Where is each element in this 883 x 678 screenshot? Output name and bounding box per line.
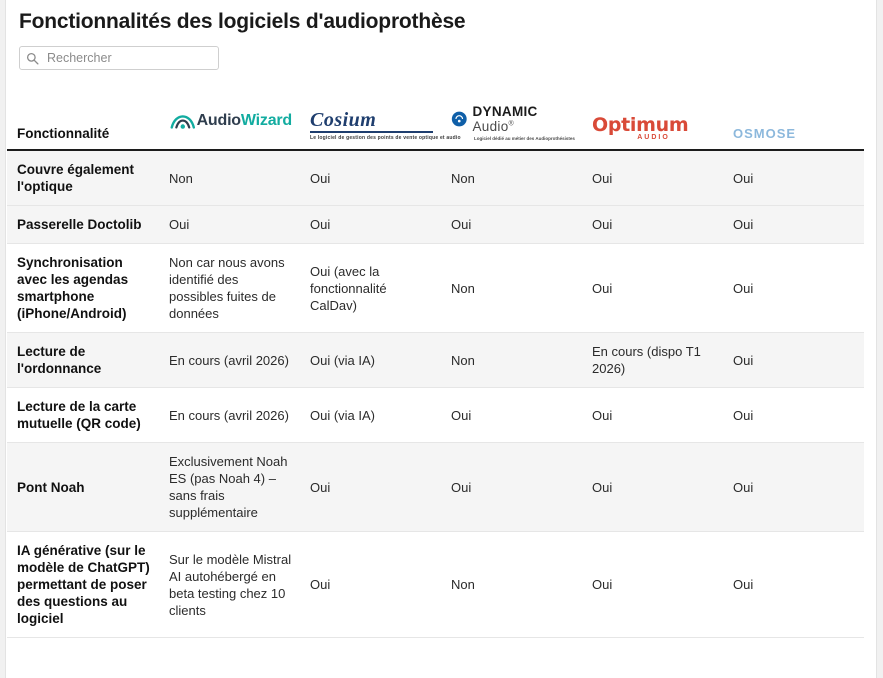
cell-cosium: Oui [300,443,441,532]
cell-optimum: Oui [582,150,723,206]
cell-audiowizard: En cours (avril 2026) [159,388,300,443]
search-input[interactable] [45,50,212,66]
features-comparison-table [7,88,864,638]
cosium-logo [310,109,461,141]
column-header-optimum [582,88,723,150]
cell-audiowizard: Sur le modèle Mistral AI autohébergé en beta testing chez 10 clients [159,532,300,638]
audiowizard-logo [169,101,292,141]
cell-dynamic-audio: Non [441,150,582,206]
table-row [7,333,864,388]
cell-cosium: Oui [300,206,441,244]
table-row [7,206,864,244]
cell-osmose: Oui [723,388,864,443]
cell-osmose: Oui [723,206,864,244]
page-title: Fonctionnalités des logiciels d'audioprothèse [19,10,466,33]
right-margin-strip [876,0,883,678]
column-header-feature: Fonctionnalité [7,88,159,150]
cell-dynamic-audio: Non [441,532,582,638]
cell-audiowizard: Exclusivement Noah ES (pas Noah 4) – sans frais supplémentaire [159,443,300,532]
table-row [7,150,864,206]
left-margin-strip [0,0,6,678]
column-header-osmose [723,88,864,150]
column-header-audiowizard [159,88,300,150]
audiowizard-logo-text: AudioWizard [196,112,292,129]
page-content [7,0,876,678]
dynamic-audio-mark-icon [451,110,468,128]
cell-audiowizard: En cours (avril 2026) [159,333,300,388]
osmose-logo-text: OSMOSE [733,126,797,141]
cell-dynamic-audio: Oui [441,206,582,244]
row-feature-label: Pont Noah [7,443,159,532]
cell-audiowizard: Non [159,150,300,206]
row-feature-label: IA générative (sur le modèle de ChatGPT) permettant de poser des questions au logiciel [7,532,159,638]
cell-audiowizard: Non car nous avons identifié des possibles fuites de données [159,244,300,333]
row-feature-label: Couvre également l'optique [7,150,159,206]
table-header-row [7,88,864,150]
row-feature-label: Lecture de la carte mutuelle (QR code) [7,388,159,443]
cell-osmose: Oui [723,244,864,333]
table-row [7,388,864,443]
optimum-logo-text: Optimum [592,114,689,136]
cell-optimum: Oui [582,206,723,244]
dynamic-audio-logo-text: DYNAMIC Audio® [472,104,538,134]
cell-optimum: En cours (dispo T1 2026) [582,333,723,388]
table-row [7,532,864,638]
cell-dynamic-audio: Non [441,333,582,388]
optimum-logo-subtext: AUDIO [637,134,670,141]
cell-optimum: Oui [582,532,723,638]
table-body [7,150,864,638]
cell-osmose: Oui [723,443,864,532]
cosium-logo-text: Cosium [310,110,433,133]
table-row [7,244,864,333]
cell-optimum: Oui [582,388,723,443]
dynamic-audio-logo-tagline: Logiciel dédié au métier des Audioprothésistes [474,136,575,141]
row-feature-label: Lecture de l'ordonnance [7,333,159,388]
optimum-logo [592,114,715,141]
search-box[interactable] [19,46,219,70]
audiowizard-mark-icon [169,108,197,134]
cell-cosium: Oui [300,150,441,206]
row-feature-label: Synchronisation avec les agendas smartphone (iPhone/Android) [7,244,159,333]
cell-osmose: Oui [723,333,864,388]
cell-optimum: Oui [582,244,723,333]
cell-dynamic-audio: Oui [441,443,582,532]
cell-cosium: Oui (avec la fonctionnalité CalDav) [300,244,441,333]
cosium-logo-tagline: Le logiciel de gestion des points de vente optique et audio [310,135,461,141]
cell-audiowizard: Oui [159,206,300,244]
cell-cosium: Oui [300,532,441,638]
dynamic-audio-logo [451,104,574,141]
cell-dynamic-audio: Oui [441,388,582,443]
cell-optimum: Oui [582,443,723,532]
osmose-logo [733,126,856,141]
column-header-cosium [300,88,461,150]
search-icon [26,52,39,65]
column-header-dynamic-audio [441,88,582,150]
row-feature-label: Passerelle Doctolib [7,206,159,244]
cell-cosium: Oui (via IA) [300,388,441,443]
cell-osmose: Oui [723,150,864,206]
cell-cosium: Oui (via IA) [300,333,441,388]
table-row [7,443,864,532]
cell-osmose: Oui [723,532,864,638]
cell-dynamic-audio: Non [441,244,582,333]
